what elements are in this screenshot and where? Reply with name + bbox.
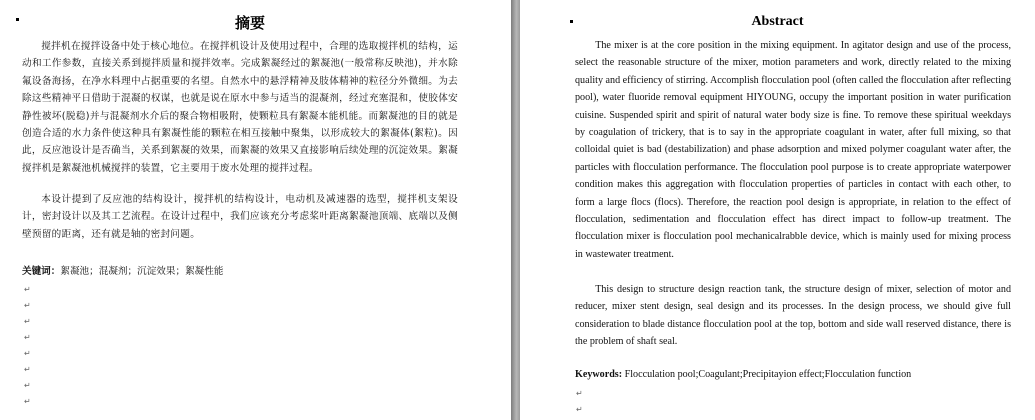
keywords-label: 关键词： xyxy=(22,266,61,277)
keywords-text: Flocculation pool;Coagulant;Precipitayion effect;Flocculation function xyxy=(624,369,912,380)
empty-paragraph-marks: ↵ ↵ ↵ ↵ ↵ ↵ ↵ ↵ xyxy=(24,285,31,406)
page-title: Abstract xyxy=(751,14,804,29)
keywords-label: Keywords: xyxy=(575,369,623,380)
abstract-paragraph-1[interactable]: 搅拌机在搅拌设备中处于核心地位。在搅拌机设计及使用过程中，合理的选取搅拌机的结构，运动和工作参数，直接关系到搅拌质量和搅拌效率。完成絮凝经过的絮凝池(一般常称反映池)，并水除氟设备海扬，在净水料理中占据重要的名望。自然水中的悬浮精神及肢体精神的粒径分外微细。为去除这些精神平日借助于混凝的权谋，也就是说在原水中参与适当的混凝剂，经过充塞混和，使胶体安静性被坏(脱稳)并与混凝剂水介后的聚合物相吸附，使颗粒具有絮凝本能机能。而絮凝池的目的就是创造合适的水力条件使这种具有絮凝性能的颗粒在相互接触中聚集，以形成较大的絮凝体(絮粒)。因此，反应池设计是否确当，关系到絮凝的效果，而絮凝的效果又直接影响后续处理的沉淀效果。絮凝搅拌机是絮凝池机械搅拌的装置，它主要用于废水处理的搅拌过程。 xyxy=(22,41,458,174)
keywords-line[interactable] xyxy=(575,369,911,380)
page-title: 摘要 xyxy=(234,14,265,32)
abstract-paragraph-1[interactable]: The mixer is at the core position in the mixing equipment. In agitator design and use of the process, select the reasonable structure of the mixer, motion parameters and work, directly related to the mixing quality and efficiency of stirring. Accomplish flocculation pool (often called the flocculation after reflecting pool), water fluoride removal equipment HIYOUNG, occupy the important position in water purification cuisine. Suspended spirit and spirit of natural water body size is fine. To remove these spiritual weekdays by coagulation of trickery, that is to say in the appropriate coagulant in water, after full mixing, so that colloidal quiet is bad (destabilization) and phase adsorption and mixed polymer coagulant water after, the particles with flocculation performance. The flocculation pool purpose is to create appropriate waterpower condition makes this aggregation with flocculation properties of particles in contact with each other, to form a large flocs (flocs). Therefore, the reaction pool design is appropriate, in relation to the effect of flocculation, sedimentation and flocculation effect has direct impact to follow-up treatment. The flocculation mixer is flocculation pool mechanicalrabble device, which is mainly used for mixing process in wastewater treatment. xyxy=(575,40,1011,260)
page-gutter xyxy=(511,0,520,420)
keywords-line[interactable] xyxy=(22,263,223,277)
document-page-right xyxy=(520,0,1035,420)
empty-paragraph-marks: ↵ ↵ xyxy=(576,389,583,414)
abstract-paragraph-2[interactable]: This design to structure design reaction tank, the structure design of mixer, selection of motor and reducer, mixer stent design, seal design and its processes. In the design process, we should give full consideration to blade distance flocculation pool at the top, bottom and side wall reserved distance, there is the problem of shaft seal. xyxy=(575,284,1011,348)
keywords-text: 絮凝池；混凝剂；沉淀效果；絮凝性能 xyxy=(60,266,224,277)
abstract-paragraph-2[interactable]: 本设计提到了反应池的结构设计，搅拌机的结构设计，电动机及减速器的选型，搅拌机支架设计，密封设计以及其工艺流程。在设计过程中，我们应该充分考虑桨叶距离絮凝池顶端、底端以及侧壁预留的距离，还有就是轴的密封问题。 xyxy=(22,194,458,240)
document-page-left xyxy=(0,0,511,420)
